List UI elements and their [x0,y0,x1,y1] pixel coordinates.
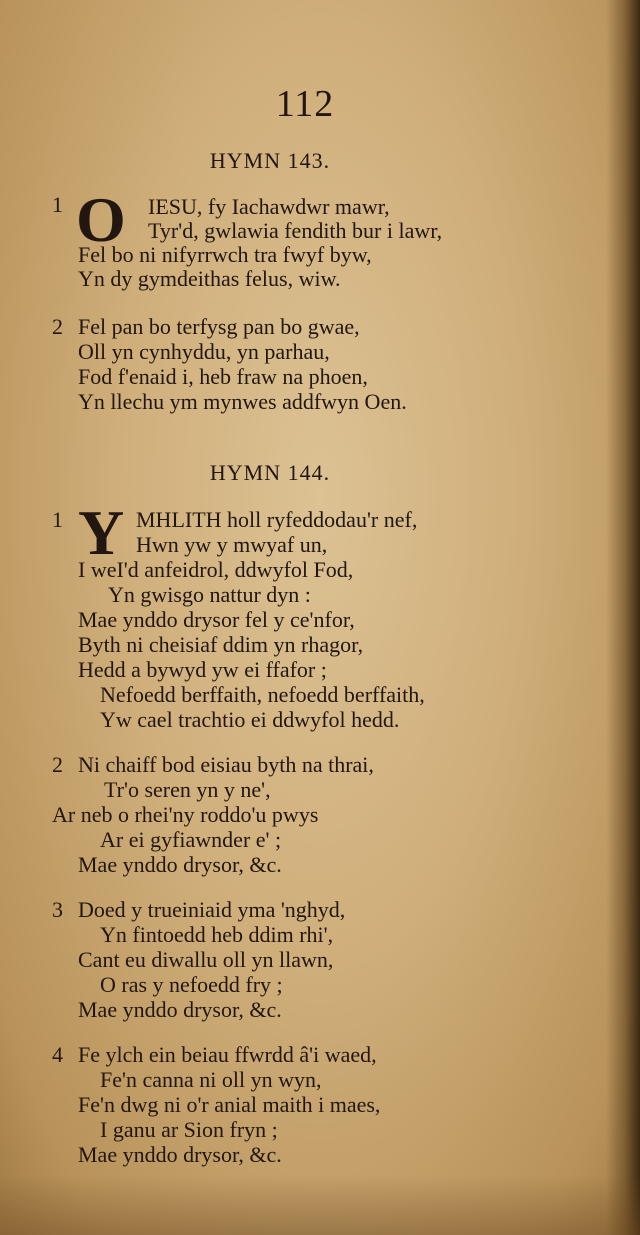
hymn-title: HYMN 143. [209,148,331,173]
verse-line: O ras y nefoedd fry ; [100,972,283,997]
verse-line: Nefoedd berffaith, nefoedd berffaith, [100,682,425,707]
verse-line: Mae ynddo drysor, &c. [78,1142,282,1167]
verse-line: I weI'd anfeidrol, ddwyfol Fod, [78,557,354,582]
verse-line: Fod f'enaid i, heb fraw na phoen, [78,364,368,389]
verse-line: Ar ei gyfiawnder e' ; [100,827,282,852]
verse-line: Fe ylch ein beiau ffwrdd â'i waed, [78,1042,377,1067]
hymn-title: HYMN 144. [209,460,331,485]
verse-line: Fel pan bo terfysg pan bo gwae, [78,314,360,339]
verse-line: Fel bo ni nifyrrwch tra fwyf byw, [78,242,372,267]
drop-cap: O [76,184,126,255]
verse-number: 4 [52,1042,63,1067]
verse-line: Yn dy gymdeithas felus, wiw. [78,266,341,291]
page-number: 112 [275,83,335,125]
verse-line: Fe'n dwg ni o'r anial maith i maes, [78,1092,381,1117]
verse-line: Byth ni cheisiaf ddim yn rhagor, [78,632,364,657]
page-edge-shadow [606,0,640,1235]
verse-line: MHLITH holl ryfeddodau'r nef, [136,507,418,532]
verse-line: Mae ynddo drysor fel y ce'nfor, [78,607,355,632]
verse-line: Yn llechu ym mynwes addfwyn Oen. [78,389,407,414]
verse-number: 3 [52,897,63,922]
verse-number: 2 [52,752,63,777]
verse-line: Hwn yw y mwyaf un, [136,532,328,557]
verse-line: I ganu ar Sion fryn ; [100,1117,278,1142]
verse-number: 1 [52,507,63,532]
verse-line: Doed y trueiniaid yma 'nghyd, [78,897,346,922]
verse-line: Yn gwisgo nattur dyn : [108,582,311,607]
verse-line: Fe'n canna ni oll yn wyn, [100,1067,322,1092]
verse-line: Ni chaiff bod eisiau byth na thrai, [78,752,374,777]
verse-line: Tr'o seren yn y ne', [104,777,271,802]
verse-line: Tyr'd, gwlawia fendith bur i lawr, [148,218,443,243]
verse-line: Cant eu diwallu oll yn llawn, [78,947,334,972]
drop-cap: Y [78,497,125,568]
verse-line: Mae ynddo drysor, &c. [78,997,282,1022]
verse-line: Hedd a bywyd yw ei ffafor ; [78,657,327,682]
verse-line: Yn fintoedd heb ddim rhi', [100,922,334,947]
verse-line: Yw cael trachtio ei ddwyfol hedd. [100,707,400,732]
verse-number: 2 [52,314,63,339]
verse-line: IESU, fy Iachawdwr mawr, [148,194,390,219]
verse-number: 1 [52,192,63,217]
page-bottom-shadow [0,1175,640,1235]
verse-line: Oll yn cynhyddu, yn parhau, [78,339,330,364]
verse-line: Ar neb o rhei'ny roddo'u pwys [52,802,319,827]
verse-line: Mae ynddo drysor, &c. [78,852,282,877]
